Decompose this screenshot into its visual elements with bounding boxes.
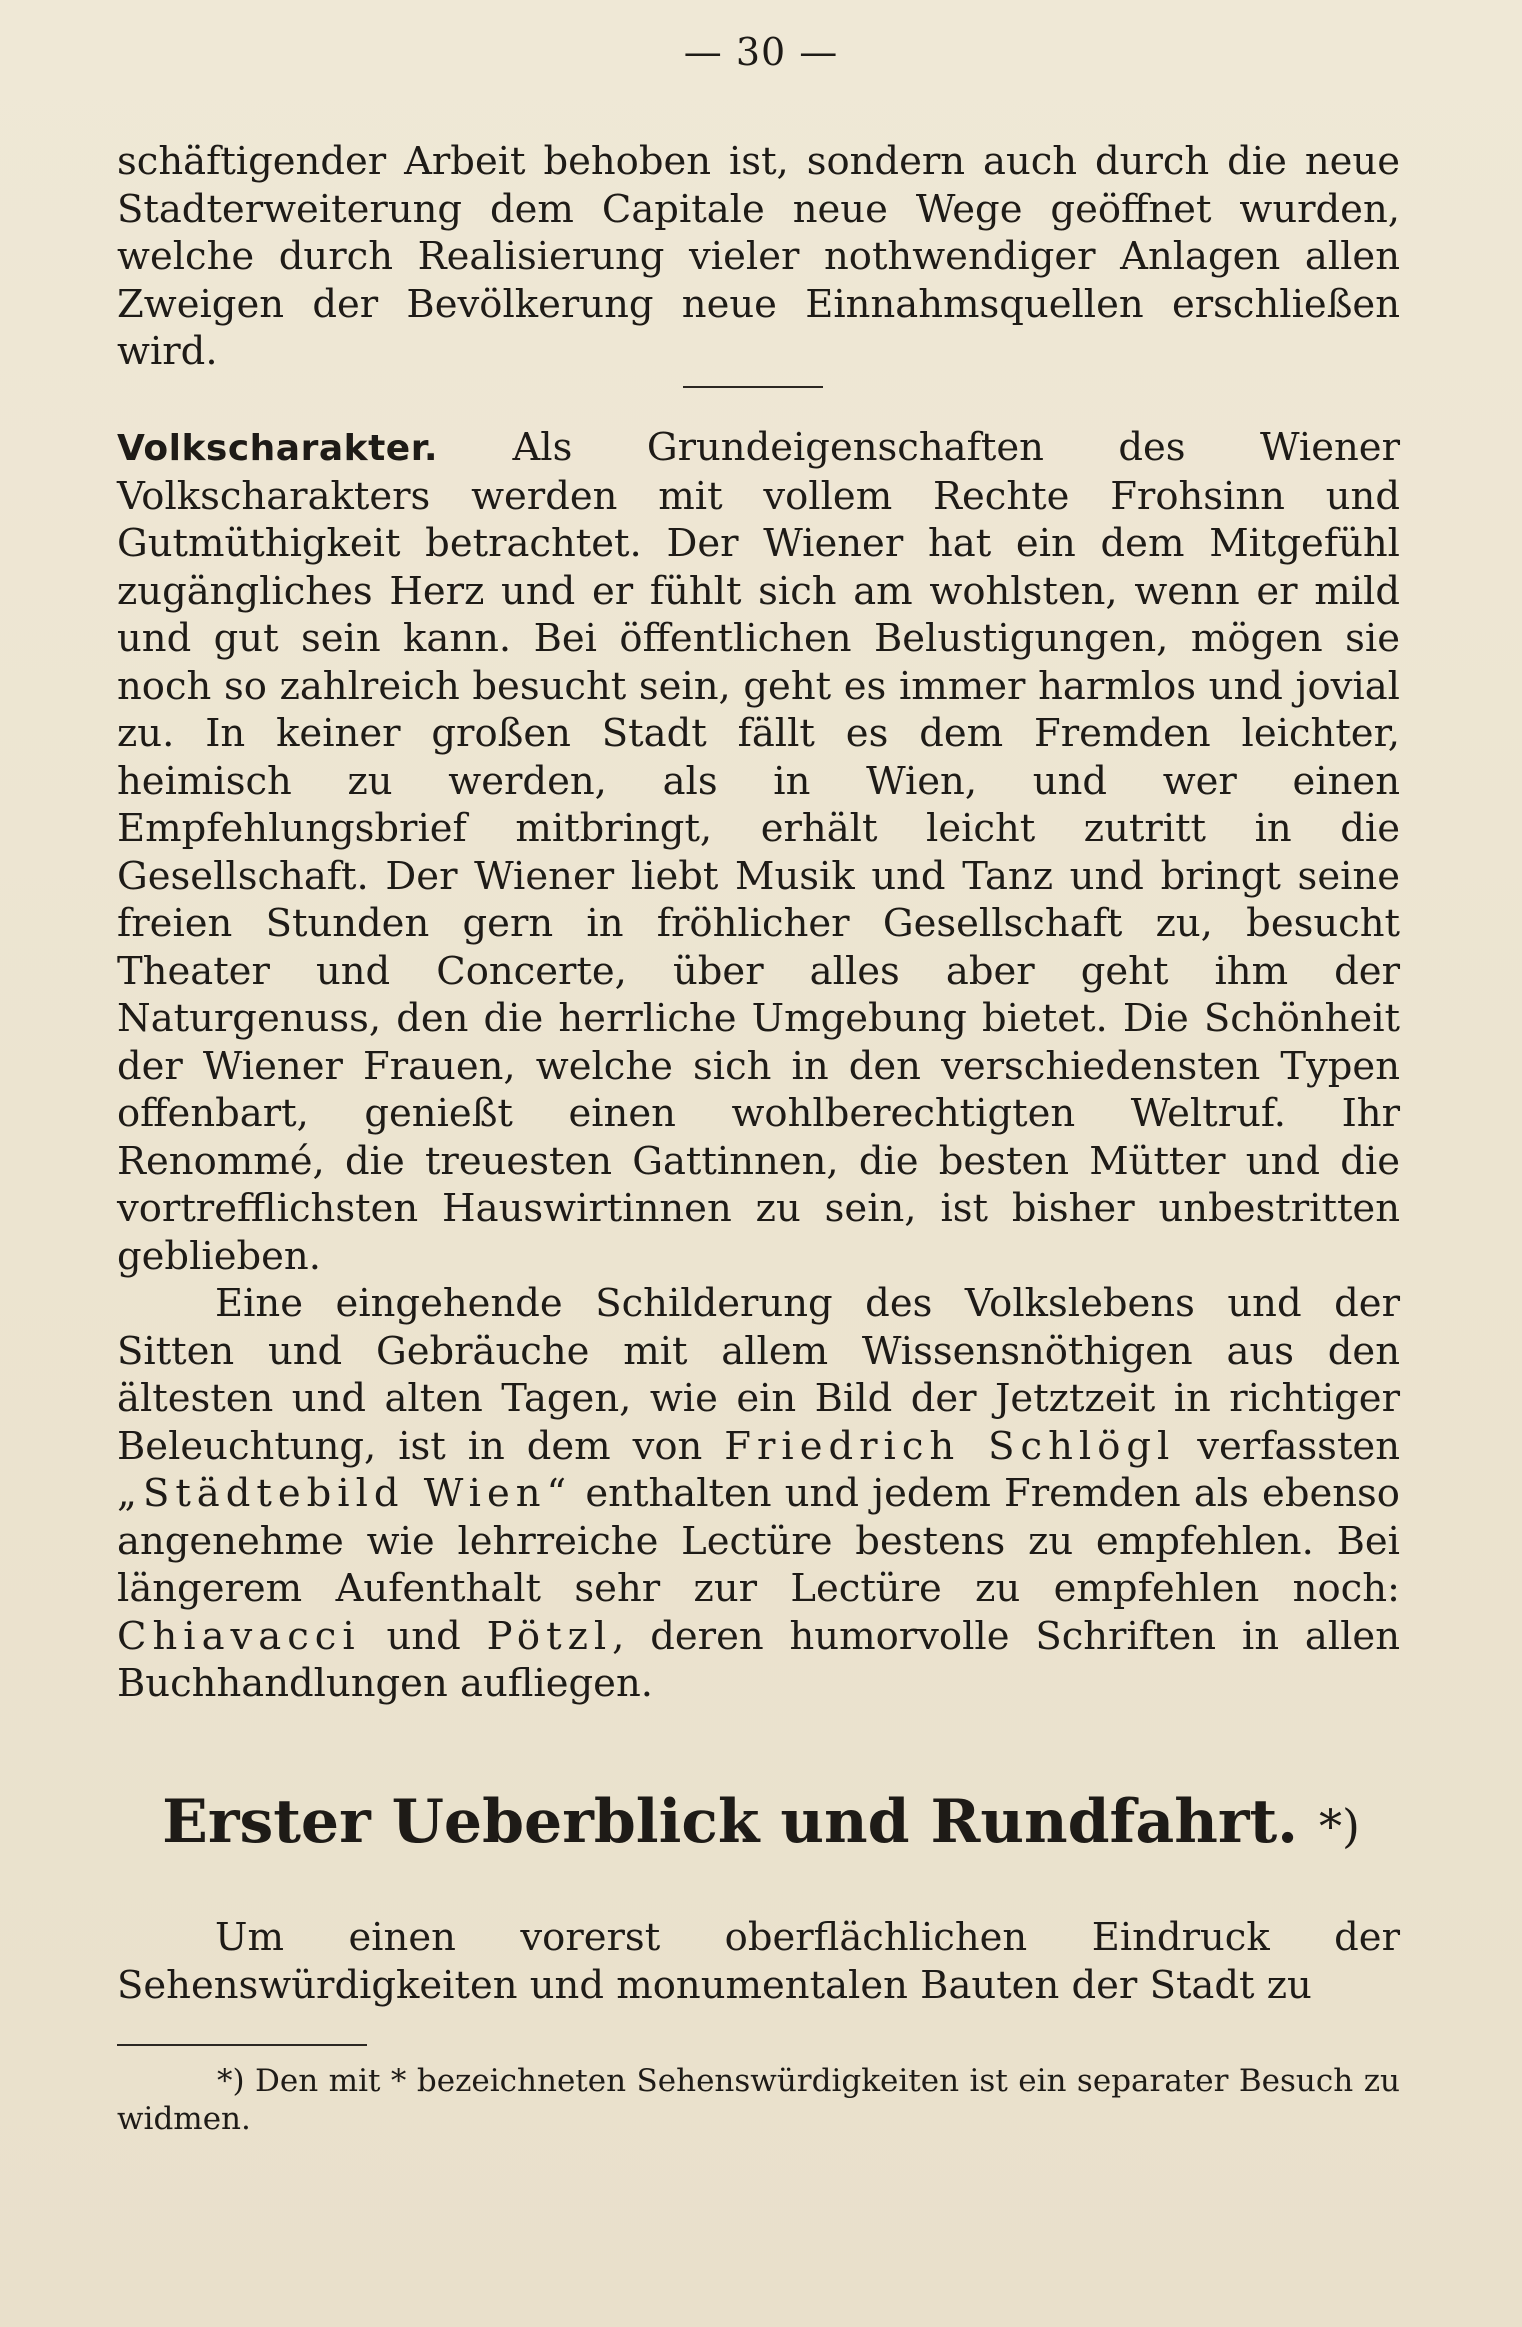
heading-text: Erster Ueberblick und Rundfahrt. <box>162 1787 1299 1857</box>
section-rundfahrt <box>117 1914 1400 2009</box>
rundfahrt-paragraph: Um einen vorerst oberflächlichen Eindruck der Sehenswürdigkeiten und monumentalen Bauten der Stadt zu <box>117 1915 1400 2008</box>
text-run: und <box>360 1613 487 1659</box>
text-run: Eine eingehende Schilderung des Volkslebens und der Sitten und Gebräuche mit allem Wissensnöthigen aus den ältesten und alten Tagen, wie ein Bild der Jetztzeit in richtiger Beleuchtung, ist in dem von <box>117 1281 1400 1469</box>
text-run: , deren humorvolle Schriften in allen Buchhandlungen aufliegen. <box>117 1613 1401 1706</box>
paragraph-continuation <box>117 138 1400 376</box>
text-run: verfassten <box>1175 1423 1400 1469</box>
page-number: — 30 — <box>683 30 839 74</box>
paragraph-1: schäftigender Arbeit behoben ist, sondern auch durch die neue Stadterweiterung dem Capitale neue Wege geöffnet wurden, welche durch Realisierung vieler nothwendiger Anlagen allen Zweigen der Bevölkerung neue Einnahmsquellen erschließen wird. <box>117 139 1400 374</box>
footnote-text: *) Den mit * bezeichneten Sehenswürdigkeiten ist ein separater Besuch zu widmen. <box>117 2063 1400 2137</box>
author-name-3: Pötzl <box>486 1613 613 1659</box>
section-heading <box>0 1782 1522 1866</box>
volkscharakter-paragraph <box>117 424 1400 1280</box>
section-divider <box>683 386 823 388</box>
author-name-2: Chiavacci <box>117 1613 361 1659</box>
author-name: Friedrich Schlögl <box>724 1423 1176 1469</box>
footnote <box>117 2062 1400 2138</box>
section-volkscharakter <box>117 424 1400 1708</box>
book-title: „Städtebild Wien“ <box>117 1471 573 1516</box>
footnote-divider <box>117 2044 367 2046</box>
schilderung-paragraph <box>117 1280 1400 1708</box>
footnote-marker: *) <box>1318 1799 1360 1853</box>
volkscharakter-text: Als Grundeigenschaften des Wiener Volkscharakters werden mit vollem Rechte Frohsinn und Gutmüthigkeit betrachtet. Der Wiener hat ein dem Mitgefühl zugängliches Herz und er fühlt sich am wohlsten, wenn er mild und gut sein kann. Bei öffentlichen Belustigungen, mögen sie noch so zahlreich besucht sein, geht es immer harmlos und jovial zu. In keiner großen Stadt fällt es dem Fremden leichter, heimisch zu werden, als in Wien, und wer einen Empfehlungsbrief mitbringt, erhält leicht zutritt in die Gesellschaft. Der Wiener liebt Musik und Tanz und bringt seine freien Stunden gern in fröhlicher Gesellschaft zu, besucht Theater und Concerte, über alles aber geht ihm der Naturgenuss, den die herrliche Umgebung bietet. Die Schönheit der Wiener Frauen, welche sich in den verschiedensten Typen offenbart, genießt einen wohlberechtigten Weltruf. Ihr Renommé, die treuesten Gattinnen, die besten Mütter und die vortrefflichsten Hauswirtinnen zu sein, ist bisher unbestritten geblieben. <box>117 425 1400 1279</box>
run-in-title: Volkscharakter. <box>117 428 439 469</box>
text-run: enthalten und jedem Fremden als ebenso angenehme wie lehrreiche Lectüre bestens zu empfehlen. Bei längerem Aufenthalt sehr zur Lectüre zu empfehlen noch: <box>117 1471 1400 1611</box>
